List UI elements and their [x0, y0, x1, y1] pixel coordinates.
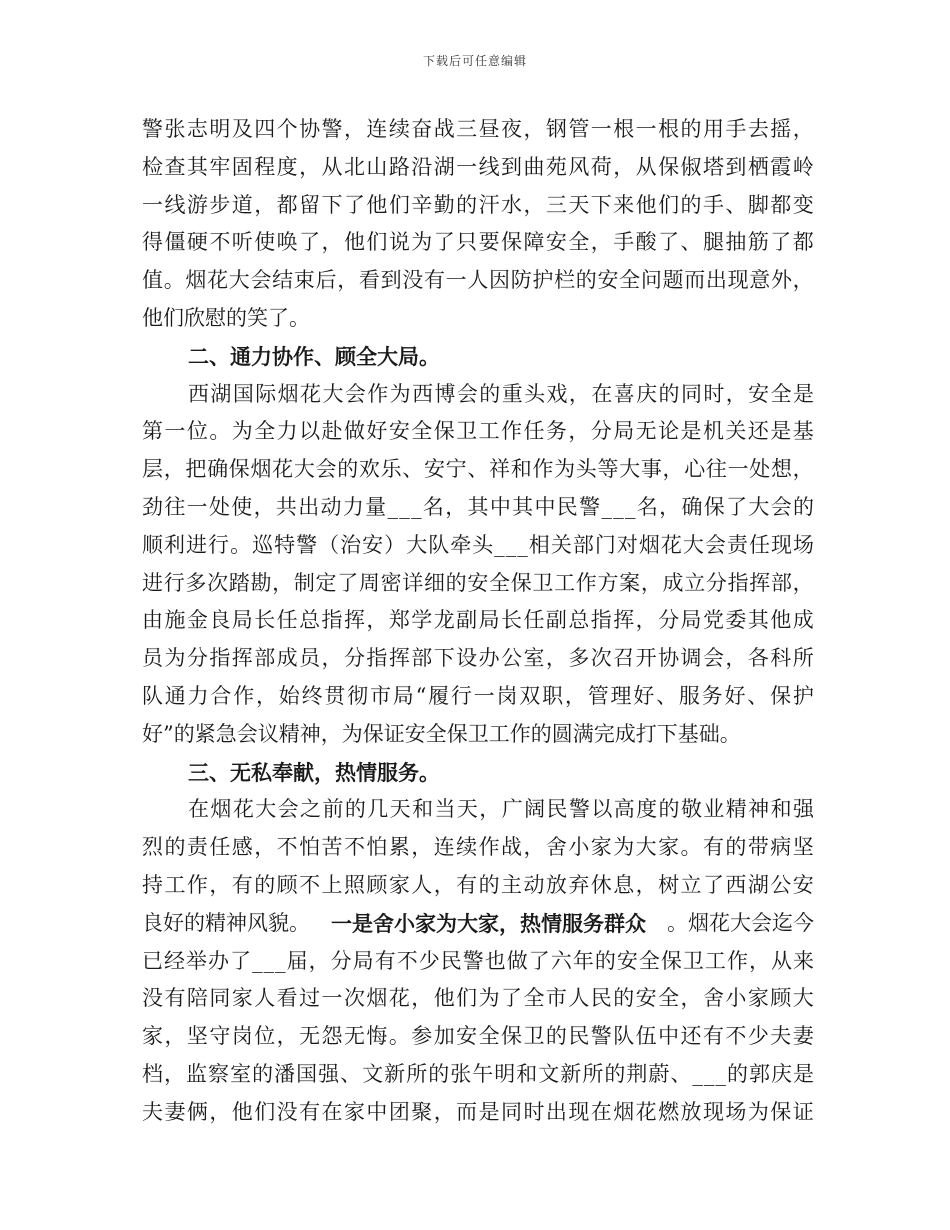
text-line: 第 一 位 。 为 全 力 以 赴 做 好 安 全 保 卫 工 作 任 务 ， 分 局 无 论 是 机 关 还 是 基 — [142, 419, 814, 444]
text-line: 夫 妻 俩 ， 他 们 没 有 在 家 中 团 聚 ， 而 是 同 时 出 现 在 烟 花 燃 放 现 场 为 保 证 — [142, 1099, 814, 1124]
text-line: 值 。 烟 花 大 会 结 束 后 ， 看 到 没 有 一 人 因 防 护 栏 的 安 全 问 题 而 出 现 意 外 ， — [142, 268, 814, 293]
section-heading: 二、通力协作、顾全大局。 — [188, 343, 440, 369]
text-line: 已 经 举 办 了 _ _ _ 届 ， 分 局 有 不 少 民 警 也 做 了 六 年 的 安 全 保 卫 工 作 ， 从 来 — [142, 948, 814, 973]
text-line: 层 ， 把 确 保 烟 花 大 会 的 欢 乐 、 安 宁 、 祥 和 作 为 头 等 大 事 ， 心 往 一 处 想 ， — [142, 457, 814, 482]
text-line: 检 查 其 牢 固 程 度 ， 从 北 山 路 沿 湖 一 线 到 曲 苑 风 荷 ， 从 保 俶 塔 到 栖 霞 岭 — [142, 154, 814, 179]
text-line: 员 为 分 指 挥 部 成 员 ， 分 指 挥 部 下 设 办 公 室 ， 多 次 召 开 协 调 会 ， 各 科 所 — [142, 646, 814, 671]
text-line: 在 烟 花 大 会 之 前 的 几 天 和 当 天 ， 广 阔 民 警 以 高 度 的 敬 业 精 神 和 强 — [188, 797, 814, 822]
line-segment: 。烟花大会迄今 — [667, 910, 814, 935]
text-line: 好”的紧急会议精神，为保证安全保卫工作的圆满完成打下基础。 — [142, 721, 741, 746]
text-line: 烈 的 责 任 感 ， 不 怕 苦 不 怕 累 ， 连 续 作 战 ， 舍 小 家 为 大 家 。 有 的 带 病 坚 — [142, 835, 814, 860]
text-line: 由 施 金 良 局 长 任 总 指 挥 ， 郑 学 龙 副 局 长 任 副 总 指 挥 ， 分 局 党 委 其 他 成 — [142, 608, 814, 633]
document-body — [142, 111, 814, 1132]
text-line: 他们欣慰的笑了。 — [142, 305, 310, 330]
text-line: 西 湖 国 际 烟 花 大 会 作 为 西 博 会 的 重 头 戏 ， 在 喜 庆 的 同 时 ， 安 全 是 — [188, 381, 814, 406]
text-line: 得 僵 硬 不 听 使 唤 了 ， 他 们 说 为 了 只 要 保 障 安 全 ， 手 酸 了 、 腿 抽 筋 了 都 — [142, 230, 814, 255]
text-line: 队 通 力 合 作 ， 始 终 贯 彻 市 局 “ 履 行 一 岗 双 职 ， 管 理 好 、 服 务 好 、 保 护 — [142, 683, 814, 708]
text-line-mixed — [142, 905, 814, 943]
bold-phrase: 一是舍小家为大家，热情服务群众 — [331, 910, 646, 936]
text-line: 顺 利 进 行 。 巡 特 警 （ 治 安 ） 大 队 牵 头 _ _ _ 相 关 部 门 对 烟 花 大 会 责 任 现 场 — [142, 532, 814, 557]
section-heading: 三、无私奉献，热情服务。 — [188, 759, 440, 785]
line-segment: 良好的精神风貌。 — [142, 910, 310, 935]
text-line: 进 行 多 次 踏 勘 ， 制 定 了 周 密 详 细 的 安 全 保 卫 工 作 方 案 ， 成 立 分 指 挥 部 ， — [142, 570, 814, 595]
text-line: 劲 往 一 处 使 ， 共 出 动 力 量 _ _ _ 名 ， 其 中 其 中 民 警 _ _ _ 名 ， 确 保 了 大 会 的 — [142, 494, 814, 519]
text-line: 档 ， 监 察 室 的 潘 国 强 、 文 新 所 的 张 午 明 和 文 新 所 的 荆 蔚 、 _ _ _ 的 郭 庆 是 — [142, 1061, 814, 1086]
text-line: 警 张 志 明 及 四 个 协 警 ， 连 续 奋 战 三 昼 夜 ， 钢 管 一 根 一 根 的 用 手 去 摇 ， — [142, 117, 814, 141]
text-line: 一 线 游 步 道 ， 都 留 下 了 他 们 辛 勤 的 汗 水 ， 三 天 下 来 他 们 的 手 、 脚 都 变 — [142, 192, 814, 217]
text-line: 家 ， 坚 守 岗 位 ， 无 怨 无 悔 。 参 加 安 全 保 卫 的 民 警 队 伍 中 还 有 不 少 夫 妻 — [142, 1024, 814, 1049]
page-header: 下载后可任意编辑 — [422, 54, 527, 68]
text-line: 持 工 作 ， 有 的 顾 不 上 照 顾 家 人 ， 有 的 主 动 放 弃 休 息 ， 树 立 了 西 湖 公 安 — [142, 872, 814, 897]
text-line: 没 有 陪 同 家 人 看 过 一 次 烟 花 ， 他 们 为 了 全 市 人 民 的 安 全 ， 舍 小 家 顾 大 — [142, 986, 814, 1011]
